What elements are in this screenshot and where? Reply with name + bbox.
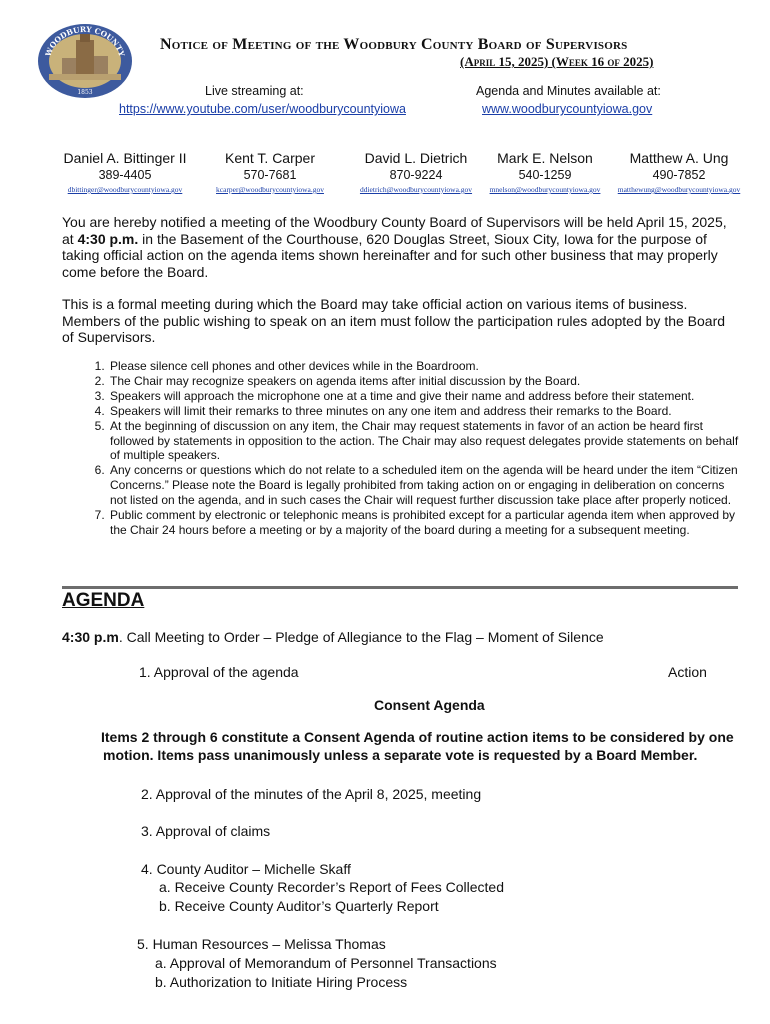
consent-note-line-1: Items 2 through 6 constitute a Consent Agenda of routine action items to be considered by one [101,729,734,745]
member-email[interactable]: mnelson@woodburycountyiowa.gov [489,185,601,194]
meeting-time: 4:30 p.m. [77,230,139,247]
participation-rules-list [62,359,740,538]
board-member [596,150,762,194]
seal-year: 1853 [77,89,93,96]
agenda-item-4a: a. Receive County Recorder’s Report of Fees Collected [159,879,504,895]
board-member [196,150,344,194]
minutes-label: Agenda and Minutes available at: [476,84,661,98]
list-item: 2. The Chair may recognize speakers on agenda items after initial discussion by the Board. [108,374,740,389]
agenda-item-3: 3. Approval of claims [141,823,271,839]
list-item: 3. Speakers will approach the microphone one at a time and give their name and address before their statement. [108,389,740,404]
agenda-item-5: 5. Human Resources – Melissa Thomas [137,936,386,952]
member-name: David L. Dietrich [364,150,468,166]
formal-meeting-paragraph: This is a formal meeting during which the Board may take official action on various items of business. Members of the public wishing to speak on an item must follow the participation rules adopted by the Board of Supervisors. [62,296,726,345]
member-phone: 870-9224 [389,168,443,182]
opening-time: 4:30 p.m [62,629,119,645]
agenda-item-5b: b. Authorization to Initiate Hiring Process [155,974,408,990]
list-item: 1. Please silence cell phones and other devices while in the Boardroom. [108,359,740,374]
svg-text:WOODBURY COUNTY: WOODBURY COUNTY [43,24,127,58]
member-name: Daniel A. Bittinger II [63,150,187,166]
member-email[interactable]: matthewung@woodburycountyiowa.gov [617,185,741,194]
page-title: Notice of Meeting of the Woodbury County Board of Supervisors [160,36,628,53]
streaming-link[interactable]: https://www.youtube.com/user/woodburycountyiowa [119,102,406,116]
member-phone: 490-7852 [652,168,706,182]
streaming-label: Live streaming at: [205,84,304,98]
consent-agenda-heading: Consent Agenda [374,697,485,713]
county-seal-logo [36,22,134,100]
agenda-item-2: 2. Approval of the minutes of the April 8, 2025, meeting [141,786,482,802]
agenda-item-1: 1. Approval of the agenda [139,664,299,680]
list-item: 7. Public comment by electronic or telephonic means is prohibited except for a particular agenda item when approved by the Chair 24 hours before a meeting or by a majority of the board during a meeting for a subsequent meeting. [108,508,740,538]
agenda-item-5a: a. Approval of Memorandum of Personnel Transactions [155,955,497,971]
member-email[interactable]: ddietrich@woodburycountyiowa.gov [359,185,473,194]
agenda-item-4b: b. Receive County Auditor’s Quarterly Report [159,898,439,914]
meeting-notice-paragraph: You are hereby notified a meeting of the Woodbury County Board of Supervisors will be held April 15, 2025, at 4:30 p.m. in the Basement of the Courthouse, 620 Douglas Street, Sioux City, Iowa for the purpose of taking official action on the agenda items shown hereinafter and for such other business that may properly come before the Board. [62,214,727,280]
member-phone: 570-7681 [243,168,297,182]
list-item: 6. Any concerns or questions which do not relate to a scheduled item on the agenda will be heard under the item “Citizen Concerns.” Please note the Board is legally prohibited from taking action on or engaging in deliberation on concerns not listed on the agenda, and in such cases the Chair will request further discussion take place after properly noticed. [108,463,740,508]
list-item: 4. Speakers will limit their remarks to three minutes on any one item and address their remarks to the Board. [108,404,740,419]
member-name: Mark E. Nelson [497,150,593,166]
member-phone: 540-1259 [518,168,572,182]
member-email[interactable]: kcarper@woodburycountyiowa.gov [216,185,324,194]
meeting-date-week: (April 15, 2025) (Week 16 of 2025) [460,54,654,69]
opening-line: 4:30 p.m. Call Meeting to Order – Pledge of Allegiance to the Flag – Moment of Silence [62,629,604,645]
agenda-heading: AGENDA [62,590,145,611]
agenda-item-4: 4. County Auditor – Michelle Skaff [141,861,351,877]
member-phone: 389-4405 [98,168,152,182]
member-email[interactable]: dbittinger@woodburycountyiowa.gov [67,185,183,194]
member-name: Matthew A. Ung [629,150,729,166]
board-member [42,150,208,194]
minutes-link[interactable]: www.woodburycountyiowa.gov [482,102,653,116]
list-item: 5. At the beginning of discussion on any item, the Chair may request statements in favor of an action be heard first followed by statements in opposition to the action. The Chair may also request delegates provide statements on behalf of multiple speakers. [108,419,740,464]
agenda-item-1-action: Action [668,664,707,680]
member-name: Kent T. Carper [224,150,315,166]
section-divider [62,586,738,589]
consent-note-line-2: motion. Items pass unanimously unless a separate vote is requested by a Board Member. [103,747,698,763]
